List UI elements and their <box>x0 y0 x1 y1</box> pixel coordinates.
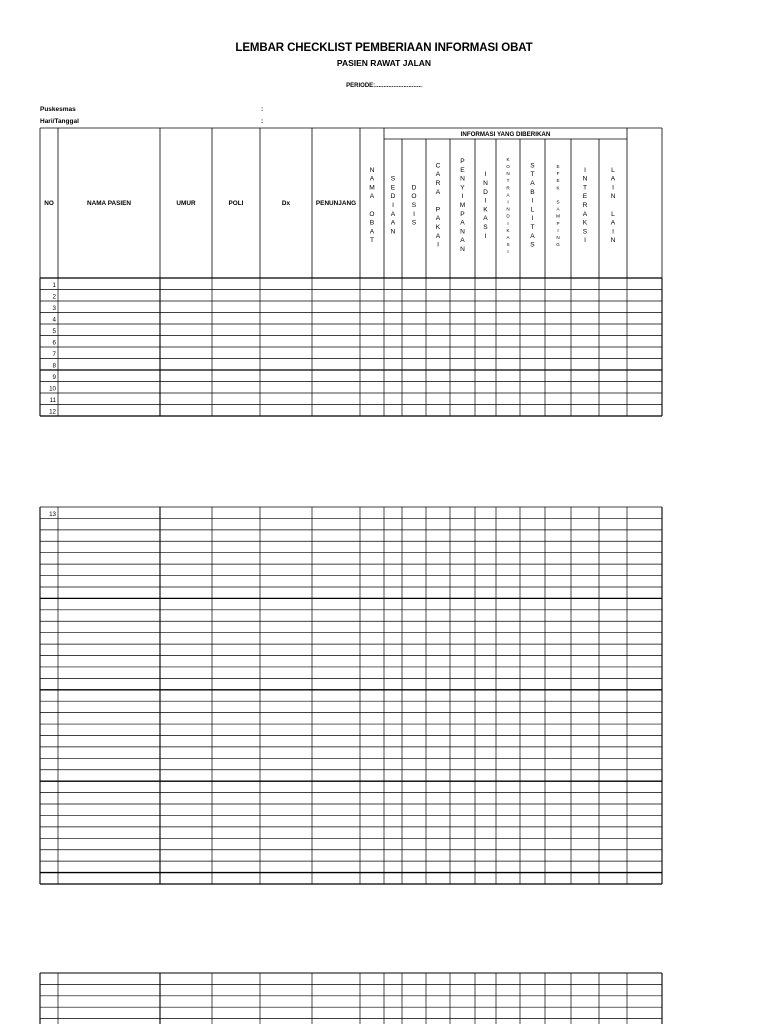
info-header-letter: R <box>435 180 441 187</box>
info-header-letter: A <box>435 171 441 179</box>
info-header-letter: N <box>582 175 588 183</box>
info-header-cara-pakai <box>436 162 441 248</box>
info-header-letter: A <box>390 219 396 227</box>
info-header-letter: K <box>483 206 488 214</box>
column-header-penunjang: PENUNJANG <box>315 200 357 207</box>
info-header-letter: T <box>530 224 535 231</box>
row-number: 2 <box>52 293 56 301</box>
column-header-no: NO <box>44 200 54 207</box>
info-header-letter: A <box>435 215 441 223</box>
info-header-sediaan <box>391 176 396 236</box>
info-header-letter: N <box>506 171 510 177</box>
info-header-letter: T <box>582 184 588 192</box>
info-header-letter: A <box>506 192 510 198</box>
info-header-letter: A <box>369 228 375 236</box>
info-header-letter: A <box>435 188 441 196</box>
info-header-letter: A <box>483 215 488 223</box>
puskesmas-colon: : <box>261 106 264 113</box>
info-header-letter: N <box>390 228 396 236</box>
info-header-letter: I <box>484 232 487 240</box>
document-title: LEMBAR CHECKLIST PEMBERIAAN INFORMASI OBAT <box>235 42 533 54</box>
info-header-letter: S <box>582 228 588 236</box>
date-colon: : <box>261 118 264 125</box>
info-header-letter: R <box>506 185 510 191</box>
info-header-letter: B <box>530 188 535 196</box>
info-header-letter: A <box>369 175 375 183</box>
info-header-letter: M <box>556 213 560 219</box>
info-header-letter: N <box>483 180 488 187</box>
info-header-letter: G <box>556 242 560 248</box>
row-number: 5 <box>52 327 56 335</box>
info-header-letter: A <box>610 175 616 183</box>
info-header-kontraindikasi <box>506 157 510 254</box>
info-header-letter: A <box>556 206 560 212</box>
info-header-letter: P <box>460 158 465 165</box>
info-header-letter: T <box>369 237 375 245</box>
row-number: 8 <box>52 362 56 370</box>
info-header-letter: C <box>435 162 441 170</box>
row-number: 7 <box>52 350 56 358</box>
row-number: 11 <box>49 396 56 404</box>
info-header-letter: K <box>506 227 510 233</box>
info-header-stabilitas <box>530 162 535 248</box>
info-header-letter: A <box>610 219 616 227</box>
info-header-letter: K <box>556 185 560 191</box>
info-header-letter: R <box>582 202 588 209</box>
info-header-lain-lain <box>611 167 616 244</box>
info-header-letter: I <box>584 166 586 174</box>
column-header-umur: UMUR <box>176 200 196 207</box>
info-header-letter: S <box>411 219 417 227</box>
info-header-letter: T <box>506 178 510 184</box>
info-header-letter: I <box>484 197 487 205</box>
period-field: PERIODE:............................ <box>346 83 422 89</box>
info-header-letter: I <box>507 199 509 205</box>
row-number: 13 <box>49 510 56 518</box>
column-header-poli: POLI <box>228 200 244 207</box>
row-number: 1 <box>52 281 56 289</box>
row-number: 4 <box>52 316 56 324</box>
info-header-letter: A <box>582 210 588 218</box>
info-header-letter: A <box>530 180 535 187</box>
info-header-interaksi <box>583 167 588 244</box>
info-header-letter: D <box>411 184 417 192</box>
info-header-letter: A <box>506 234 510 240</box>
info-header-letter: K <box>435 224 441 231</box>
info-header-letter: S <box>506 242 510 248</box>
column-header-nama-pasien: NAMA PASIEN <box>86 200 132 207</box>
row-number: 6 <box>52 339 56 347</box>
info-header-letter: E <box>556 163 560 169</box>
row-number: 3 <box>52 304 56 312</box>
info-header-letter: S <box>530 162 535 170</box>
info-header-letter: I <box>437 241 439 249</box>
info-header-letter: N <box>460 228 465 236</box>
info-header-letter: K <box>506 156 510 162</box>
info-header-letter: D <box>390 193 396 201</box>
info-header-letter: I <box>413 210 415 218</box>
info-header-efek-samping <box>556 164 560 247</box>
info-header-letter: O <box>369 210 375 218</box>
row-number: 9 <box>52 373 56 381</box>
info-header-letter: O <box>411 193 417 201</box>
info-header-letter: A <box>460 237 465 245</box>
info-header-letter: M <box>369 184 375 192</box>
info-header-letter: I <box>507 220 509 226</box>
info-header-letter: N <box>610 193 616 201</box>
row-number: 12 <box>49 408 56 416</box>
info-header-letter: S <box>390 175 396 183</box>
date-label: Hari/Tanggal <box>40 118 79 125</box>
puskesmas-label: Puskesmas <box>40 106 76 113</box>
info-header-letter: D <box>483 188 488 196</box>
info-header-letter: L <box>530 206 535 214</box>
info-header-letter: I <box>531 197 534 205</box>
info-header-letter: E <box>582 193 588 201</box>
group-header-label: INFORMASI YANG DIBERIKAN <box>460 131 551 138</box>
info-header-letter: S <box>411 202 417 209</box>
info-header-letter: T <box>530 171 535 179</box>
info-header-letter: A <box>530 232 535 240</box>
document-subtitle: PASIEN RAWAT JALAN <box>336 58 432 68</box>
info-header-letter: A <box>435 232 441 240</box>
info-header-penyimpanan <box>460 158 466 253</box>
row-number: 10 <box>49 385 56 393</box>
info-header-letter: I <box>461 193 464 201</box>
info-header-letter: L <box>611 210 615 218</box>
info-header-letter: I <box>507 249 509 255</box>
info-header-letter: N <box>556 234 560 240</box>
info-header-letter: E <box>390 184 396 192</box>
info-header-letter: P <box>556 220 560 226</box>
info-header-letter: E <box>556 178 560 184</box>
info-header-letter: S <box>530 241 535 249</box>
info-header-letter: I <box>484 171 487 179</box>
info-header-letter: D <box>506 213 510 219</box>
info-header-letter: P <box>435 206 441 214</box>
info-header-letter: N <box>460 246 465 253</box>
info-header-nama-obat <box>369 167 375 244</box>
info-header-letter: K <box>582 219 588 227</box>
info-header-letter: I <box>531 215 534 223</box>
info-header-letter: N <box>369 166 375 174</box>
info-header-letter: P <box>460 210 465 218</box>
column-header-dx: Dx <box>281 200 291 207</box>
info-header-letter: B <box>369 219 375 227</box>
info-header-letter: N <box>460 175 465 183</box>
info-header-letter: I <box>584 237 586 245</box>
info-header-letter: L <box>611 166 615 174</box>
info-header-letter: F <box>556 171 560 177</box>
info-header-letter: I <box>612 184 614 192</box>
info-header-letter: I <box>392 202 394 209</box>
info-header-letter: N <box>610 237 616 245</box>
info-header-letter: E <box>460 166 465 174</box>
info-header-letter: N <box>506 206 510 212</box>
info-header-letter: A <box>390 210 396 218</box>
info-header-letter: M <box>459 202 466 209</box>
info-header-letter: I <box>557 227 559 233</box>
info-header-letter: S <box>556 199 560 205</box>
info-header-letter: Y <box>460 184 465 192</box>
info-header-letter: O <box>506 163 510 169</box>
info-header-dosis <box>411 184 416 226</box>
info-header-letter: A <box>460 219 465 227</box>
info-header-indikasi <box>483 171 488 240</box>
info-header-letter: I <box>612 228 614 236</box>
info-header-letter: S <box>483 224 488 231</box>
info-header-letter: A <box>369 193 375 201</box>
